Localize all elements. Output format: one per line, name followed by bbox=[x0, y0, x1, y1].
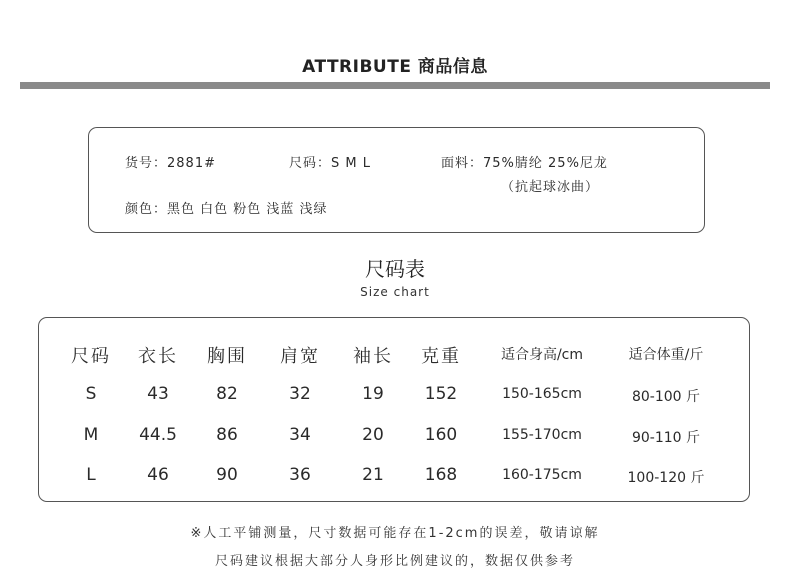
table-cell: 82 bbox=[216, 384, 238, 404]
table-cell: 150-165cm bbox=[502, 386, 582, 402]
table-cell: 160-175cm bbox=[502, 467, 582, 483]
table-cell: 152 bbox=[424, 384, 458, 404]
table-cell: S bbox=[85, 384, 97, 404]
table-cell: 20 bbox=[362, 425, 384, 445]
header-size: 尺码 bbox=[71, 346, 111, 367]
item-number: 货号：2881# bbox=[125, 156, 216, 171]
table-cell: 32 bbox=[289, 384, 311, 404]
table-cell: 155-170cm bbox=[502, 427, 582, 443]
table-cell: L bbox=[86, 465, 96, 485]
header-chest: 胸围 bbox=[207, 346, 247, 367]
table-cell: 160 bbox=[424, 425, 458, 445]
header-shoulder: 肩宽 bbox=[280, 346, 320, 367]
size-chart-subtitle: Size chart bbox=[360, 285, 430, 299]
available-sizes: 尺码：S M L bbox=[289, 156, 371, 171]
header-length: 衣长 bbox=[138, 346, 178, 367]
table-cell: 44.5 bbox=[139, 425, 177, 445]
table-cell: 19 bbox=[362, 384, 384, 404]
size-table bbox=[38, 317, 750, 502]
fabric-composition: 面料：75%腈纶 25%尼龙 bbox=[441, 156, 608, 171]
table-cell: 36 bbox=[289, 465, 311, 485]
size-advice-note: 尺码建议根据大部分人身形比例建议的，数据仅供参考 bbox=[214, 554, 575, 569]
table-cell: 100-120 斤 bbox=[627, 470, 705, 486]
color-options: 颜色：黑色 白色 粉色 浅蓝 浅绿 bbox=[125, 202, 328, 217]
size-chart-title: 尺码表 bbox=[365, 257, 425, 281]
header-weight: 克重 bbox=[421, 346, 461, 367]
table-cell: M bbox=[83, 425, 99, 445]
table-cell: 34 bbox=[289, 425, 311, 445]
table-cell: 90-110 斤 bbox=[631, 430, 701, 446]
header-divider bbox=[20, 82, 770, 89]
header-height-fit: 适合身高/cm bbox=[500, 347, 584, 363]
product-info-box bbox=[88, 127, 705, 233]
header-sleeve: 袖长 bbox=[353, 346, 393, 367]
measurement-note: ※人工平铺测量，尺寸数据可能存在1-2cm的误差，敬请谅解 bbox=[190, 526, 600, 541]
table-cell: 21 bbox=[362, 465, 384, 485]
table-cell: 80-100 斤 bbox=[631, 389, 701, 405]
table-cell: 168 bbox=[424, 465, 458, 485]
fabric-note: （抗起球冰曲） bbox=[501, 180, 600, 195]
section-title: ATTRIBUTE 商品信息 bbox=[302, 57, 488, 77]
header-weight-fit: 适合体重/斤 bbox=[628, 347, 704, 363]
table-cell: 90 bbox=[216, 465, 238, 485]
table-cell: 43 bbox=[147, 384, 169, 404]
table-cell: 86 bbox=[216, 425, 238, 445]
table-cell: 46 bbox=[147, 465, 169, 485]
